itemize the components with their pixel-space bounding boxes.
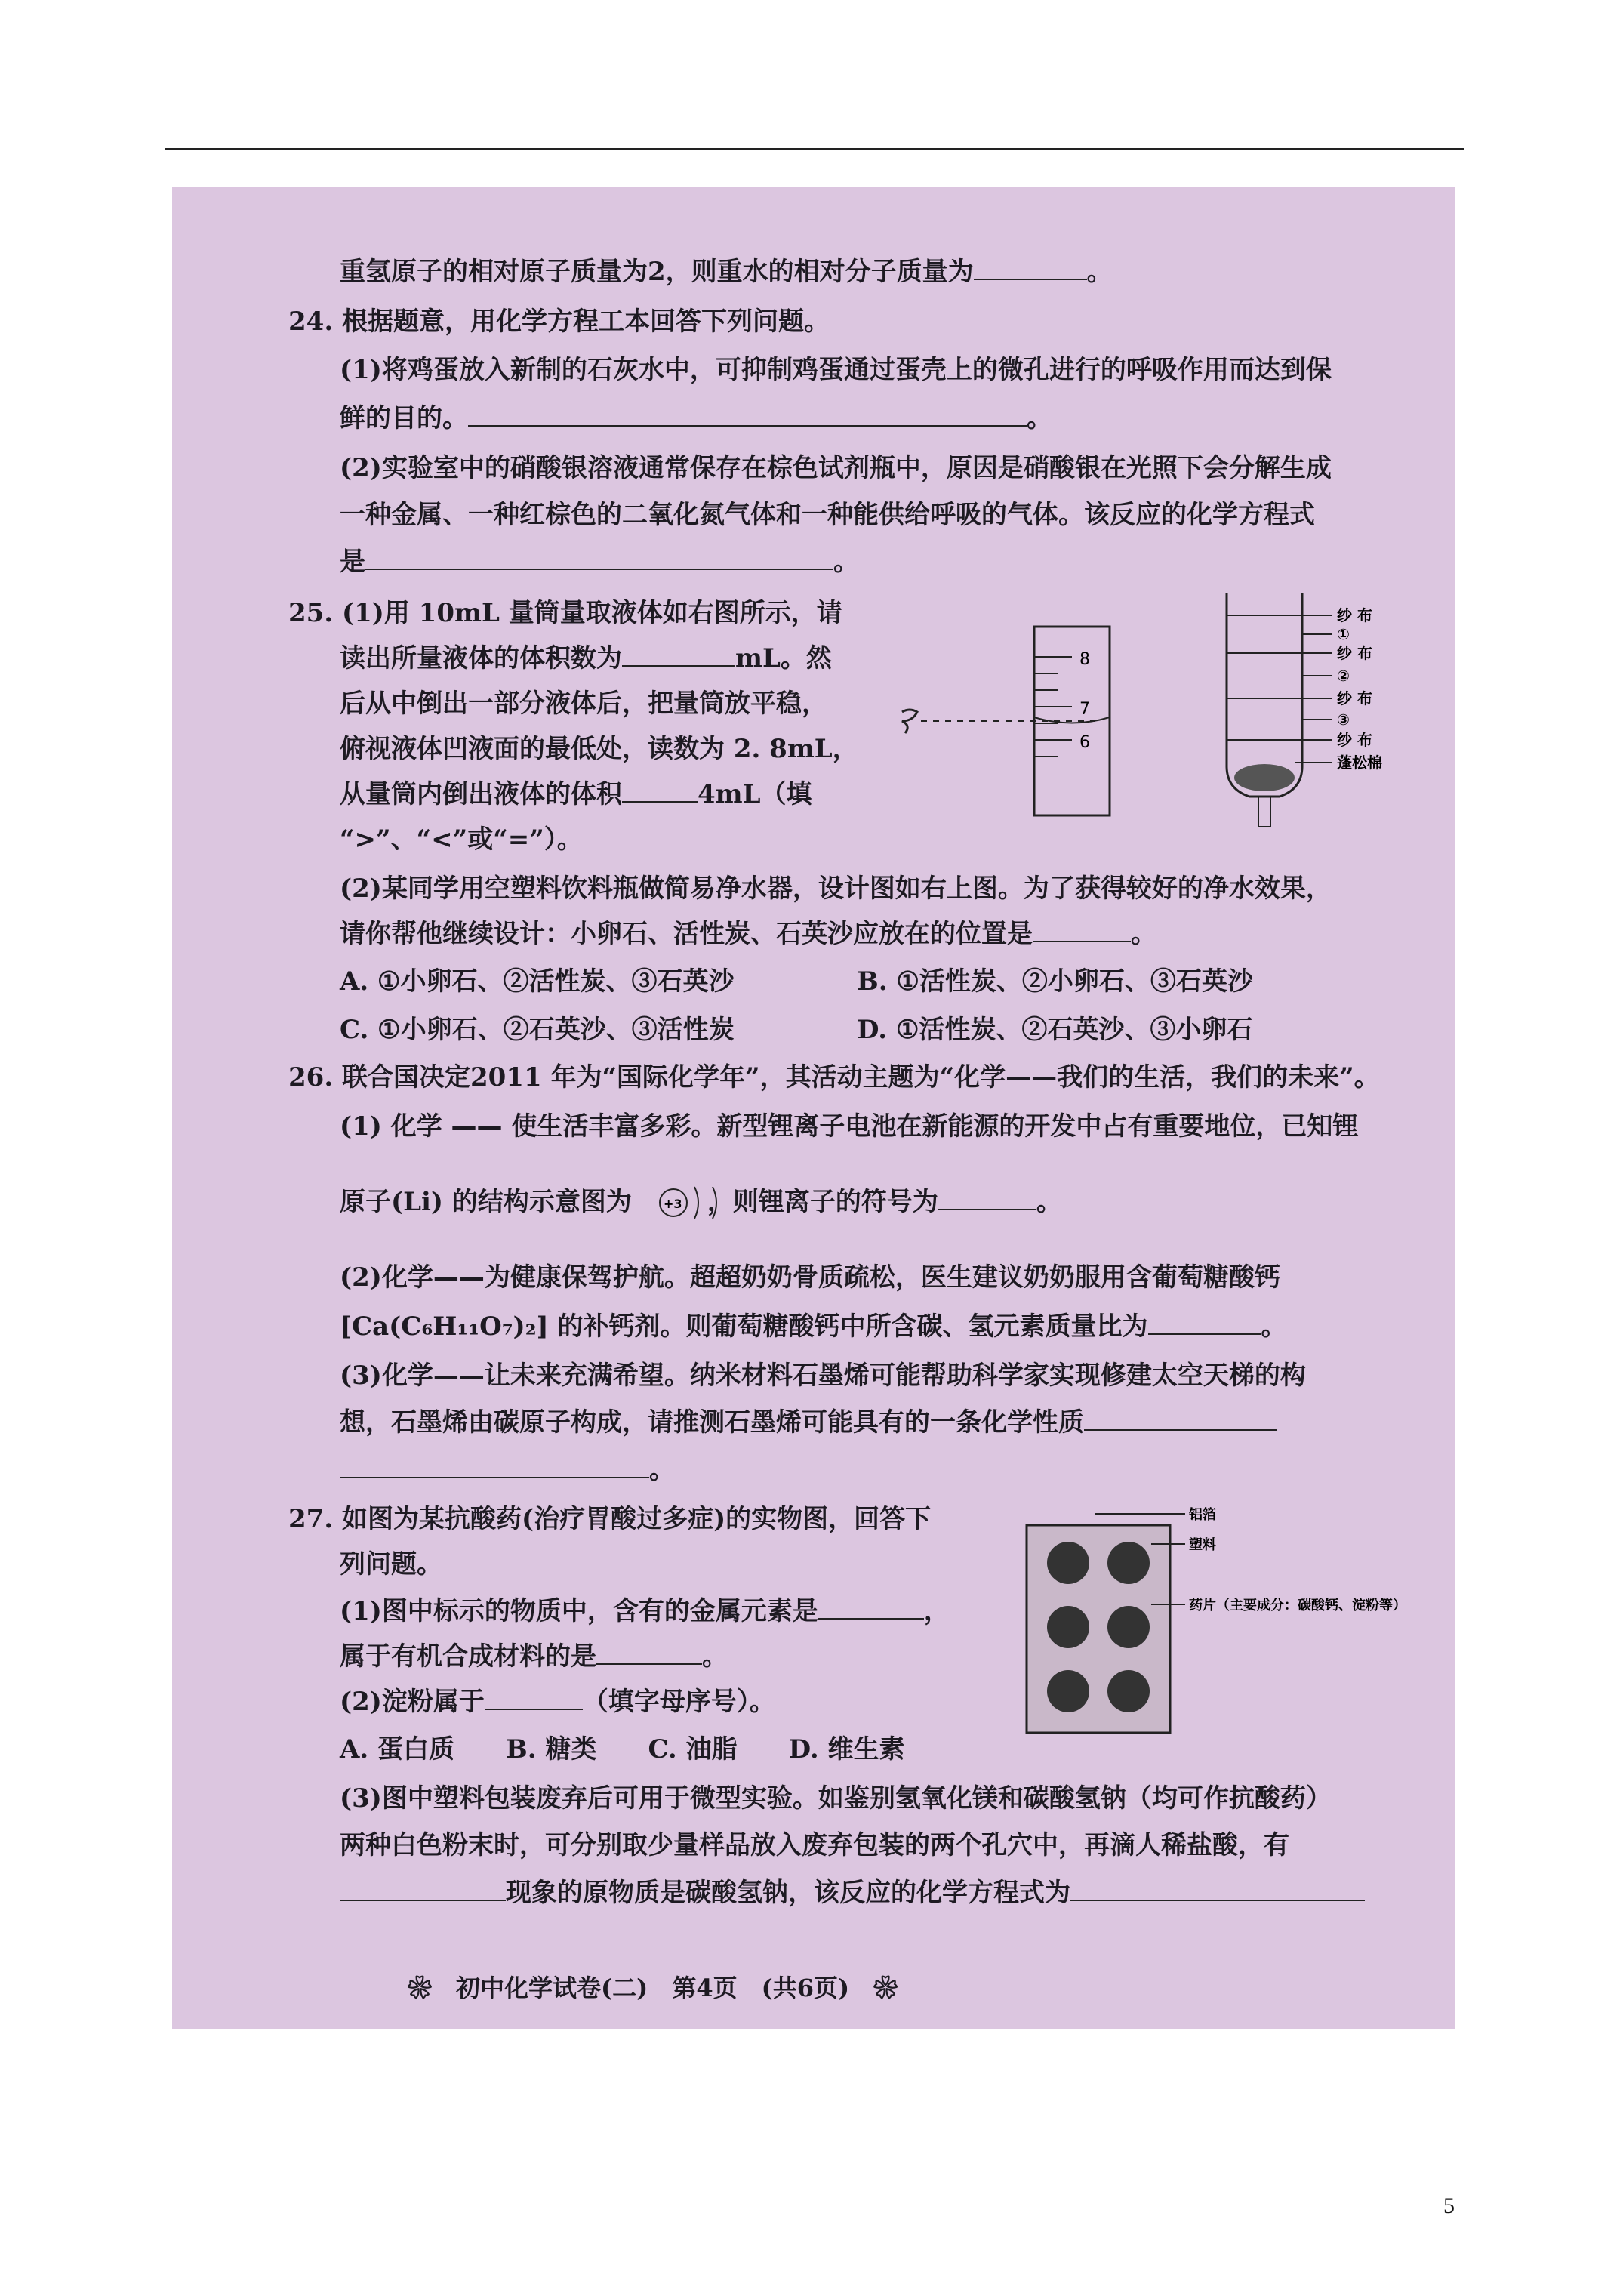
lithium-atom-diagram [655,1178,731,1228]
q25-1: 25. (1)用 10mL 量筒量取液体如右图所示，请 [288,598,842,628]
q25-2: (2)某同学用空塑料饮料瓶做简易净水器，设计图如右上图。为了获得较好的净水效果， [340,874,1332,904]
q25-option-a: A. ①小卵石、②活性炭、③石英沙 [340,966,735,997]
page-number: 5 [1443,2193,1455,2218]
filter-label: 纱 布 [1337,606,1372,624]
filter-label: 纱 布 [1337,689,1372,707]
antacid-label: 铝箔 [1189,1507,1216,1523]
q25-option-c: C. ①小卵石、②石英沙、③活性炭 [340,1015,735,1045]
tablet [1107,1606,1150,1648]
q25-1-l6: “>”、“<”或“=”）。 [340,824,583,855]
q27-2: (2)淀粉属于 （填字母序号）。 [340,1687,775,1717]
antacid-label: 塑料 [1189,1537,1216,1553]
q24-2: (2)实验室中的硝酸银溶液通常保存在棕色试剂瓶中，原因是硝酸银在光照下会分解生成 [340,453,1332,483]
tablet [1047,1542,1089,1584]
tablet [1107,1542,1150,1584]
q25-1-l4: 俯视液体凹液面的最低处，读数为 2. 8mL， [340,734,858,764]
antacid-label: 药片（主要成分：碳酸钙、淀粉等） [1189,1598,1406,1613]
q26-3: (3)化学——让未来充满希望。纳米材料石墨烯可能帮助科学家实现修建太空天梯的构 [340,1361,1306,1391]
q25-option-b: B. ①活性炭、②小卵石、③石英沙 [857,966,1253,997]
cotton-layer [1234,764,1295,791]
q24-1: (1)将鸡蛋放入新制的石灰水中，可抑制鸡蛋通过蛋壳上的微孔进行的呼吸作用而达到保 [340,355,1332,385]
q26-1-l2: 原子(Li) 的结构示意图为 ，则锂离子的符号为 。 [340,1187,1062,1217]
q26-3-l3: 。 [340,1453,675,1487]
q26-title: 26. 联合国决定2011 年为“国际化学年”，其活动主题为“化学——我们的生活，我们的未来”。 [288,1062,1380,1093]
tablet [1107,1670,1150,1712]
q27-title-l2: 列问题。 [340,1549,442,1579]
q27-1: (1)图中标示的物质中，含有的金属元素是 ， [340,1596,950,1626]
top-rule [165,148,1464,150]
water-filter-figure [1212,585,1446,849]
tablet [1047,1606,1089,1648]
q23-tail: 重氢原子的相对原子质量为2，则重水的相对分子质量为 。 [340,257,1113,287]
q25-option-d: D. ①活性炭、②石英沙、③小卵石 [857,1015,1253,1045]
filter-label: ③ [1337,710,1350,729]
q26-1: (1) 化学 —— 使生活丰富多彩。新型锂离子电池在新能源的开发中占有重要地位，已知锂 [340,1111,1359,1142]
filter-label: 纱 布 [1337,644,1372,662]
tick-label: 8 [1079,650,1090,669]
meniscus [1034,717,1110,723]
tick-label: 7 [1079,700,1090,719]
q25-2-l2: 请你帮他继续设计：小卵石、活性炭、石英沙应放在的位置是 。 [340,919,1156,949]
q26-2: (2)化学——为健康保驾护航。超超奶奶骨质疏松，医生建议奶奶服用含葡萄糖酸钙 [340,1262,1280,1293]
filter-label: 蓬松棉 [1337,754,1382,772]
filter-label: 纱 布 [1337,731,1372,749]
tablet [1047,1670,1089,1712]
q27-3-l3: 现象的原物质是碳酸氢钠，该反应的化学方程式为 [340,1876,1365,1909]
q24-2-cont: 一种金属、一种红棕色的二氧化氮气体和一种能供给呼吸的气体。该反应的化学方程式 [340,500,1315,530]
q24-1-cont: 鲜的目的。 。 [340,403,1052,433]
q26-3-l2: 想，石墨烯由碳原子构成，请推测石墨烯可能具有的一条化学性质 [340,1406,1277,1439]
eye-icon [902,710,917,733]
q27-3: (3)图中塑料包装废弃后可用于微型实验。如鉴别氢氧化镁和碳酸氢钠（均可作抗酸药） [340,1783,1332,1814]
q24-2-answer: 是 。 [340,547,859,577]
tick-label: 6 [1079,733,1090,752]
nucleus-charge: +3 [664,1197,682,1211]
graduated-cylinder-figure [891,612,1140,823]
q27-1-l2: 属于有机合成材料的是 。 [340,1641,728,1672]
q27-title: 27. 如图为某抗酸药(治疗胃酸过多症)的实物图，回答下 [288,1504,932,1534]
q25-1-l2: 读出所量液体的体积数为 mL。然 [340,643,832,673]
footer: ❀ 初中化学试卷(二) 第4页 (共6页) ❀ [408,1974,898,2002]
q27-2-options: A. 蛋白质 B. 糖类 C. 油脂 D. 维生素 [340,1734,905,1764]
q25-1-l5: 从量筒内倒出液体的体积 4mL（填 [340,779,812,809]
q27-3-l2: 两种白色粉末时，可分别取少量样品放入废弃包装的两个孔穴中，再滴人稀盐酸，有 [340,1830,1289,1860]
q24-title: 24. 根据题意，用化学方程工本回答下列问题。 [288,307,830,337]
filter-label: ② [1337,667,1350,685]
outlet-tube [1258,797,1270,827]
antacid-blister-figure [1019,1502,1442,1744]
q25-1-l3: 后从中倒出一部分液体后，把量筒放平稳， [340,689,827,719]
q26-2-l2: [Ca(C₆H₁₁O₇)₂] 的补钙剂。则葡萄糖酸钙中所含碳、氢元素质量比为 。 [340,1311,1287,1342]
filter-label: ① [1337,625,1350,643]
